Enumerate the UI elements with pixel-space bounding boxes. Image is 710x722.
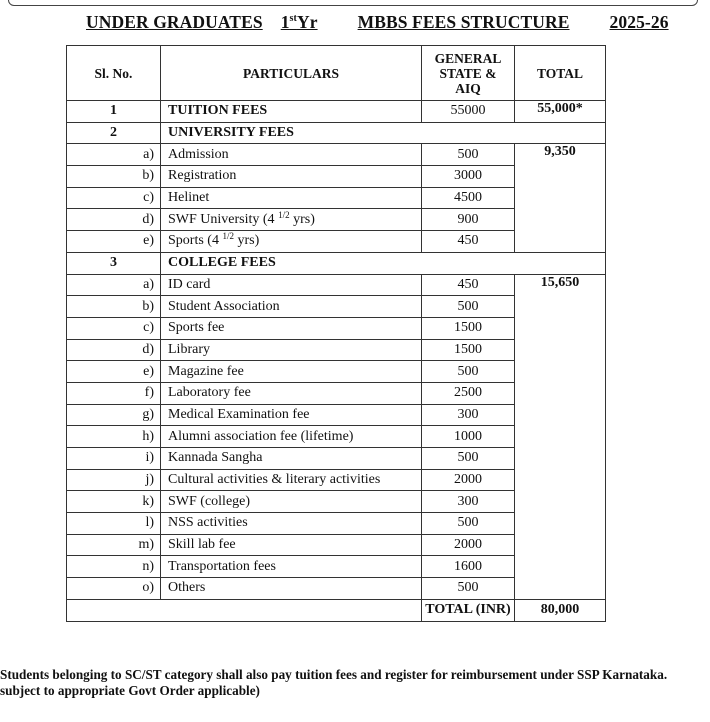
- footnote-line-2: subject to appropriate Govt Order applicable): [0, 683, 260, 698]
- header-frame-border: [8, 0, 698, 6]
- amount-cell: 3000: [422, 166, 515, 188]
- amount-cell: 500: [422, 361, 515, 383]
- sl-no-cell: j): [67, 469, 161, 491]
- particulars-cell: Library: [161, 339, 422, 361]
- sl-no-cell: 2: [67, 122, 161, 144]
- sl-no-cell: d): [67, 339, 161, 361]
- amount-cell: 300: [422, 491, 515, 513]
- particulars-cell: Magazine fee: [161, 361, 422, 383]
- amount-cell: 300: [422, 404, 515, 426]
- page-title: UNDER GRADUATES 1stYr MBBS FEES STRUCTURE 2025-26: [86, 12, 669, 32]
- particulars-cell: Sports (4 $^{1/2}$ yrs): [161, 231, 422, 253]
- table-row: [67, 101, 606, 123]
- sl-no-cell: g): [67, 404, 161, 426]
- header-total: TOTAL: [515, 46, 606, 101]
- amount-cell: 2000: [422, 534, 515, 556]
- amount-cell: 55000: [422, 101, 515, 123]
- sl-no-cell: k): [67, 491, 161, 513]
- particulars-cell: Student Association: [161, 296, 422, 318]
- section-total-college: 15,650: [515, 274, 606, 599]
- particulars-cell: Transportation fees: [161, 556, 422, 578]
- particulars-cell: Kannada Sangha: [161, 448, 422, 470]
- table-row: [67, 274, 606, 296]
- amount-cell: 1000: [422, 426, 515, 448]
- amount-cell: 500: [422, 513, 515, 535]
- particulars-cell: Registration: [161, 166, 422, 188]
- sl-no-cell: 3: [67, 252, 161, 274]
- particulars-cell: ID card: [161, 274, 422, 296]
- section-heading-college: COLLEGE FEES: [161, 252, 606, 274]
- sl-no-cell: e): [67, 361, 161, 383]
- amount-cell: 500: [422, 448, 515, 470]
- particulars-cell: TUITION FEES: [161, 101, 422, 123]
- table-row: [67, 599, 606, 621]
- amount-cell: 900: [422, 209, 515, 231]
- grand-total-label: TOTAL (INR): [422, 599, 515, 621]
- particulars-cell: Cultural activities & literary activities: [161, 469, 422, 491]
- sl-no-cell: 1: [67, 101, 161, 123]
- amount-cell: 450: [422, 231, 515, 253]
- header-sl-no: Sl. No.: [67, 46, 161, 101]
- sl-no-cell: n): [67, 556, 161, 578]
- sl-no-cell: d): [67, 209, 161, 231]
- particulars-cell: Sports fee: [161, 317, 422, 339]
- footnote-line-1: Students belonging to SC/ST category shall also pay tuition fees and register for reimbursement under SSP Karnataka.: [0, 667, 668, 682]
- particulars-cell: SWF University (4 $^{1/2}$ yrs): [161, 209, 422, 231]
- sl-no-cell: c): [67, 317, 161, 339]
- sl-no-cell: f): [67, 382, 161, 404]
- amount-cell: 1600: [422, 556, 515, 578]
- table-row: [67, 122, 606, 144]
- particulars-cell: Medical Examination fee: [161, 404, 422, 426]
- section-heading-university: UNIVERSITY FEES: [161, 122, 606, 144]
- sl-no-cell: a): [67, 144, 161, 166]
- sl-no-cell: e): [67, 231, 161, 253]
- sl-no-cell: m): [67, 534, 161, 556]
- particulars-cell: Helinet: [161, 187, 422, 209]
- particulars-cell: Skill lab fee: [161, 534, 422, 556]
- amount-cell: 450: [422, 274, 515, 296]
- sl-no-cell: b): [67, 296, 161, 318]
- sl-no-cell: a): [67, 274, 161, 296]
- amount-cell: 500: [422, 578, 515, 600]
- sl-no-cell: b): [67, 166, 161, 188]
- blank-cell: [67, 599, 422, 621]
- sl-no-cell: l): [67, 513, 161, 535]
- amount-cell: 2000: [422, 469, 515, 491]
- amount-cell: 2500: [422, 382, 515, 404]
- table-header-row: [67, 46, 606, 101]
- amount-cell: 500: [422, 296, 515, 318]
- particulars-cell: Admission: [161, 144, 422, 166]
- fraction-superscript: 1/2: [222, 231, 234, 242]
- amount-cell: 500: [422, 144, 515, 166]
- sl-no-cell: h): [67, 426, 161, 448]
- fees-table: [66, 45, 606, 622]
- sl-no-cell: c): [67, 187, 161, 209]
- section-total-university: 9,350: [515, 144, 606, 252]
- particulars-cell: Alumni association fee (lifetime): [161, 426, 422, 448]
- particulars-cell: Laboratory fee: [161, 382, 422, 404]
- particulars-cell: NSS activities: [161, 513, 422, 535]
- sl-no-cell: i): [67, 448, 161, 470]
- amount-cell: 1500: [422, 339, 515, 361]
- header-particulars: PARTICULARS: [161, 46, 422, 101]
- header-general: GENERAL STATE & AIQ: [422, 46, 515, 101]
- amount-cell: 4500: [422, 187, 515, 209]
- fraction-superscript: 1/2: [278, 209, 290, 220]
- total-cell: 55,000*: [515, 101, 606, 123]
- amount-cell: 1500: [422, 317, 515, 339]
- table-row: [67, 144, 606, 166]
- particulars-cell: Others: [161, 578, 422, 600]
- particulars-cell: SWF (college): [161, 491, 422, 513]
- grand-total-value: 80,000: [515, 599, 606, 621]
- sl-no-cell: o): [67, 578, 161, 600]
- table-row: [67, 252, 606, 274]
